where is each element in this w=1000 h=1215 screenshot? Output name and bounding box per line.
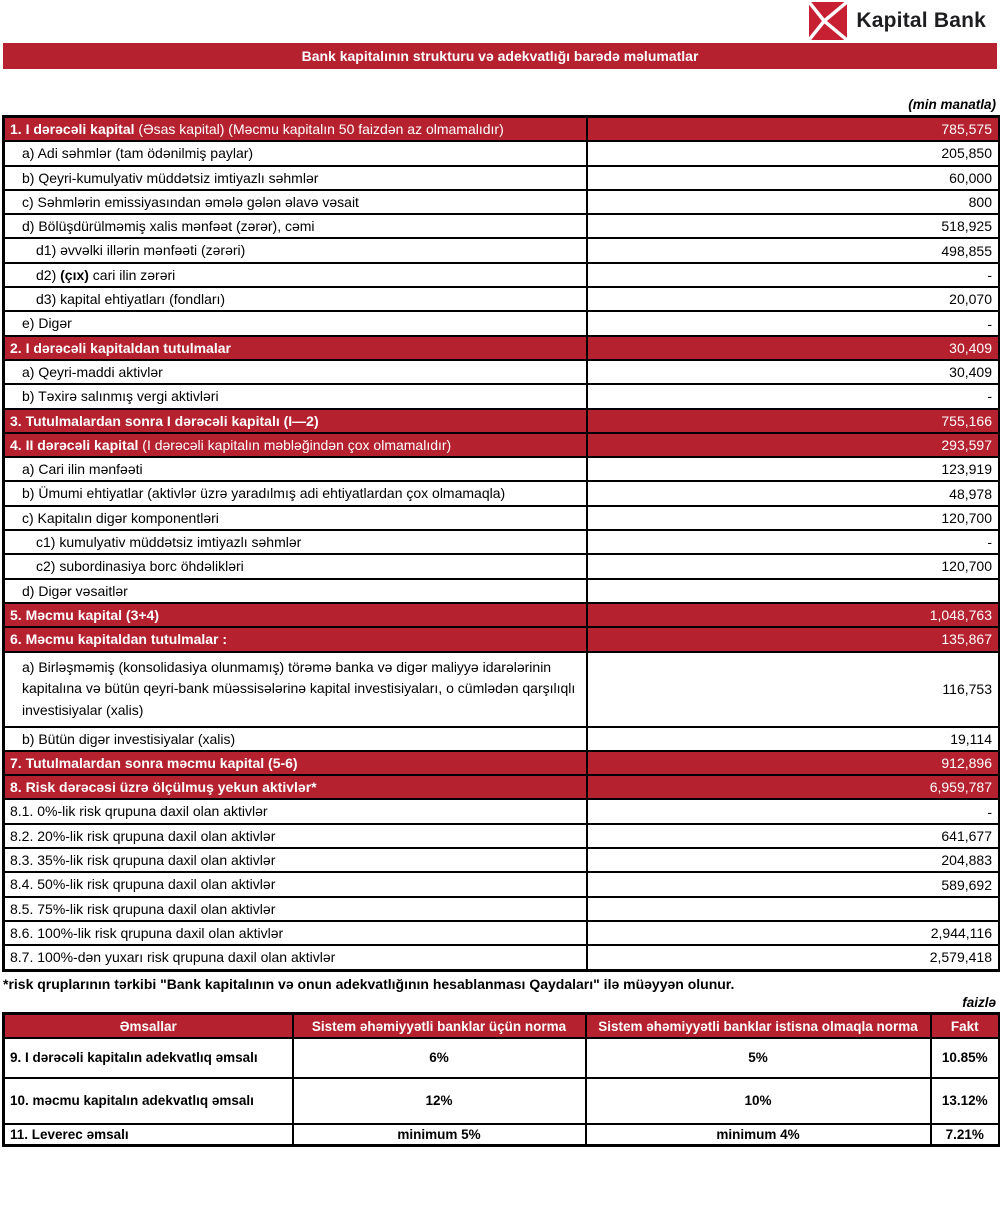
capital-row (4, 141, 1000, 165)
capital-section-row (4, 603, 1000, 627)
row-label: 7. Tutulmalardan sonra məcmu kapital (5-6) (4, 751, 587, 775)
row-label: 8.2. 20%-lik risk qrupuna daxil olan aktivlər (4, 824, 587, 848)
kapital-bank-logo-icon (809, 2, 847, 40)
row-value: - (587, 530, 1000, 554)
row-label: a) Qeyri-maddi aktivlər (4, 360, 587, 384)
row-label: 8.3. 35%-lik risk qrupuna daxil olan aktivlər (4, 848, 587, 872)
ratio-label: 10. məcmu kapitalın adekvatlıq əmsalı (4, 1078, 293, 1124)
row-value: 204,883 (587, 848, 1000, 872)
row-value: - (587, 799, 1000, 823)
row-value: 755,166 (587, 409, 1000, 433)
ratio-row (4, 1038, 1000, 1078)
ratios-table (2, 1012, 1000, 1147)
row-value: 19,114 (587, 727, 1000, 751)
row-value (587, 897, 1000, 921)
capital-structure-table (2, 115, 1000, 972)
footnote: *risk qruplarının tərkibi "Bank kapitalının və onun adekvatlığının hesablanması Qaydaları" ilə müəyyən olunur. (3, 975, 735, 992)
row-value: 785,575 (587, 117, 1000, 142)
capital-row (4, 897, 1000, 921)
row-label: d) Bölüşdürülməmiş xalis mənfəət (zərər), cəmi (4, 214, 587, 238)
ratios-table-head (4, 1014, 1000, 1038)
ratio-norm-non-systemic: 5% (586, 1038, 931, 1078)
row-label: b) Bütün digər investisiyalar (xalis) (4, 727, 587, 751)
capital-row (4, 166, 1000, 190)
title-banner (3, 43, 997, 69)
row-value: 2,944,116 (587, 921, 1000, 945)
ratios-column-header: Əmsallar (4, 1014, 293, 1038)
capital-row (4, 530, 1000, 554)
row-label: b) Təxirə salınmış vergi aktivləri (4, 384, 587, 408)
capital-section-row (4, 117, 1000, 142)
row-value: 498,855 (587, 238, 1000, 262)
row-value: 123,919 (587, 457, 1000, 481)
row-label: a) Birləşməmiş (konsolidasiya olunmamış) törəmə banka və digər maliyyə idarələrinin kapitalına və bütün qeyri-bank müəssisələrinə kapital investisiyaları, o cümlədən qarşılıqlı investisiyalar (xalis) (4, 652, 587, 727)
row-label: 1. I dərəcəli kapital (Əsas kapital) (Məcmu kapitalın 50 faizdən az olmamalıdır) (4, 117, 587, 142)
capital-structure-table-body (4, 117, 1000, 971)
row-value: 60,000 (587, 166, 1000, 190)
row-value (587, 579, 1000, 603)
row-value: 116,753 (587, 652, 1000, 727)
capital-row (4, 287, 1000, 311)
row-value: 2,579,418 (587, 945, 1000, 970)
ratio-norm-systemic: 6% (293, 1038, 586, 1078)
row-label: 6. Məcmu kapitaldan tutulmalar : (4, 627, 587, 651)
row-value: 518,925 (587, 214, 1000, 238)
row-value: - (587, 263, 1000, 287)
percent-note: faizlə (962, 995, 996, 1011)
kapital-bank-wordmark: Kapital Bank (856, 9, 986, 32)
capital-row (4, 652, 1000, 727)
capital-row (4, 384, 1000, 408)
row-label: 8.1. 0%-lik risk qrupuna daxil olan aktivlər (4, 799, 587, 823)
ratio-norm-non-systemic: 10% (586, 1078, 931, 1124)
row-label: d3) kapital ehtiyatları (fondları) (4, 287, 587, 311)
row-label: 4. II dərəcəli kapital (I dərəcəli kapitalın məbləğindən çox olmamalıdır) (4, 433, 587, 457)
ratios-column-header: Sistem əhəmiyyətli banklar istisna olmaqla norma (586, 1014, 931, 1038)
ratio-label: 9. I dərəcəli kapitalın adekvatlıq əmsalı (4, 1038, 293, 1078)
row-label: d) Digər vəsaitlər (4, 579, 587, 603)
capital-row (4, 824, 1000, 848)
row-label: 8.7. 100%-dən yuxarı risk qrupuna daxil olan aktivlər (4, 945, 587, 970)
capital-row (4, 263, 1000, 287)
row-label: a) Adi səhmlər (tam ödənilmiş paylar) (4, 141, 587, 165)
row-value: - (587, 311, 1000, 335)
capital-section-row (4, 433, 1000, 457)
row-label: c) Kapitalın digər komponentləri (4, 506, 587, 530)
capital-row (4, 506, 1000, 530)
capital-section-row (4, 627, 1000, 651)
row-label: b) Ümumi ehtiyatlar (aktivlər üzrə yaradılmış adi ehtiyatlardan çox olmamaqla) (4, 481, 587, 505)
row-label: 8.4. 50%-lik risk qrupuna daxil olan aktivlər (4, 872, 587, 896)
row-value: 1,048,763 (587, 603, 1000, 627)
ratio-fact: 7.21% (931, 1124, 1000, 1146)
row-label: 8.6. 100%-lik risk qrupuna daxil olan aktivlər (4, 921, 587, 945)
capital-section-row (4, 336, 1000, 360)
capital-row (4, 848, 1000, 872)
capital-section-row (4, 409, 1000, 433)
ratio-row (4, 1078, 1000, 1124)
row-label: 5. Məcmu kapital (3+4) (4, 603, 587, 627)
row-value: 135,867 (587, 627, 1000, 651)
ratio-norm-systemic: minimum 5% (293, 1124, 586, 1146)
ratio-row (4, 1124, 1000, 1146)
row-value: 205,850 (587, 141, 1000, 165)
row-label: d1) əvvəlki illərin mənfəəti (zərəri) (4, 238, 587, 262)
row-label: e) Digər (4, 311, 587, 335)
row-value: 912,896 (587, 751, 1000, 775)
capital-row (4, 360, 1000, 384)
capital-row (4, 579, 1000, 603)
ratio-norm-non-systemic: minimum 4% (586, 1124, 931, 1146)
ratios-table-body (4, 1038, 1000, 1146)
row-value: 48,978 (587, 481, 1000, 505)
ratio-label: 11. Leverec əmsalı (4, 1124, 293, 1146)
row-value: - (587, 384, 1000, 408)
ratios-header-row (4, 1014, 1000, 1038)
row-label: a) Cari ilin mənfəəti (4, 457, 587, 481)
capital-row (4, 238, 1000, 262)
ratio-norm-systemic: 12% (293, 1078, 586, 1124)
capital-row (4, 214, 1000, 238)
capital-row (4, 190, 1000, 214)
row-value: 800 (587, 190, 1000, 214)
row-value: 120,700 (587, 554, 1000, 578)
row-label: 8.5. 75%-lik risk qrupuna daxil olan aktivlər (4, 897, 587, 921)
row-value: 293,597 (587, 433, 1000, 457)
row-value: 589,692 (587, 872, 1000, 896)
capital-section-row (4, 775, 1000, 799)
capital-row (4, 921, 1000, 945)
row-value: 30,409 (587, 336, 1000, 360)
row-value: 120,700 (587, 506, 1000, 530)
capital-row (4, 727, 1000, 751)
capital-row (4, 872, 1000, 896)
row-value: 20,070 (587, 287, 1000, 311)
row-label: d2) (çıx) cari ilin zərəri (4, 263, 587, 287)
capital-row (4, 311, 1000, 335)
capital-row (4, 945, 1000, 970)
row-label: 2. I dərəcəli kapitaldan tutulmalar (4, 336, 587, 360)
row-value: 30,409 (587, 360, 1000, 384)
row-value: 641,677 (587, 824, 1000, 848)
ratios-column-header: Sistem əhəmiyyətli banklar üçün norma (293, 1014, 586, 1038)
row-label: c) Səhmlərin emissiyasından əmələ gələn əlavə vəsait (4, 190, 587, 214)
page-title: Bank kapitalının strukturu və adekvatlığı barədə məlumatlar (301, 48, 699, 64)
capital-row (4, 554, 1000, 578)
row-label: 8. Risk dərəcəsi üzrə ölçülmuş yekun aktivlər* (4, 775, 587, 799)
capital-row (4, 799, 1000, 823)
ratio-fact: 13.12% (931, 1078, 1000, 1124)
capital-section-row (4, 751, 1000, 775)
row-label: c1) kumulyativ müddətsiz imtiyazlı səhmlər (4, 530, 587, 554)
ratios-column-header: Fakt (931, 1014, 1000, 1038)
row-label: c2) subordinasiya borc öhdəlikləri (4, 554, 587, 578)
capital-row (4, 481, 1000, 505)
row-value: 6,959,787 (587, 775, 1000, 799)
brand-header (2, 0, 998, 42)
row-label: 3. Tutulmalardan sonra I dərəcəli kapitalı (I—2) (4, 409, 587, 433)
unit-note: (min manatla) (908, 97, 996, 112)
row-label: b) Qeyri-kumulyativ müddətsiz imtiyazlı səhmlər (4, 166, 587, 190)
capital-row (4, 457, 1000, 481)
ratio-fact: 10.85% (931, 1038, 1000, 1078)
